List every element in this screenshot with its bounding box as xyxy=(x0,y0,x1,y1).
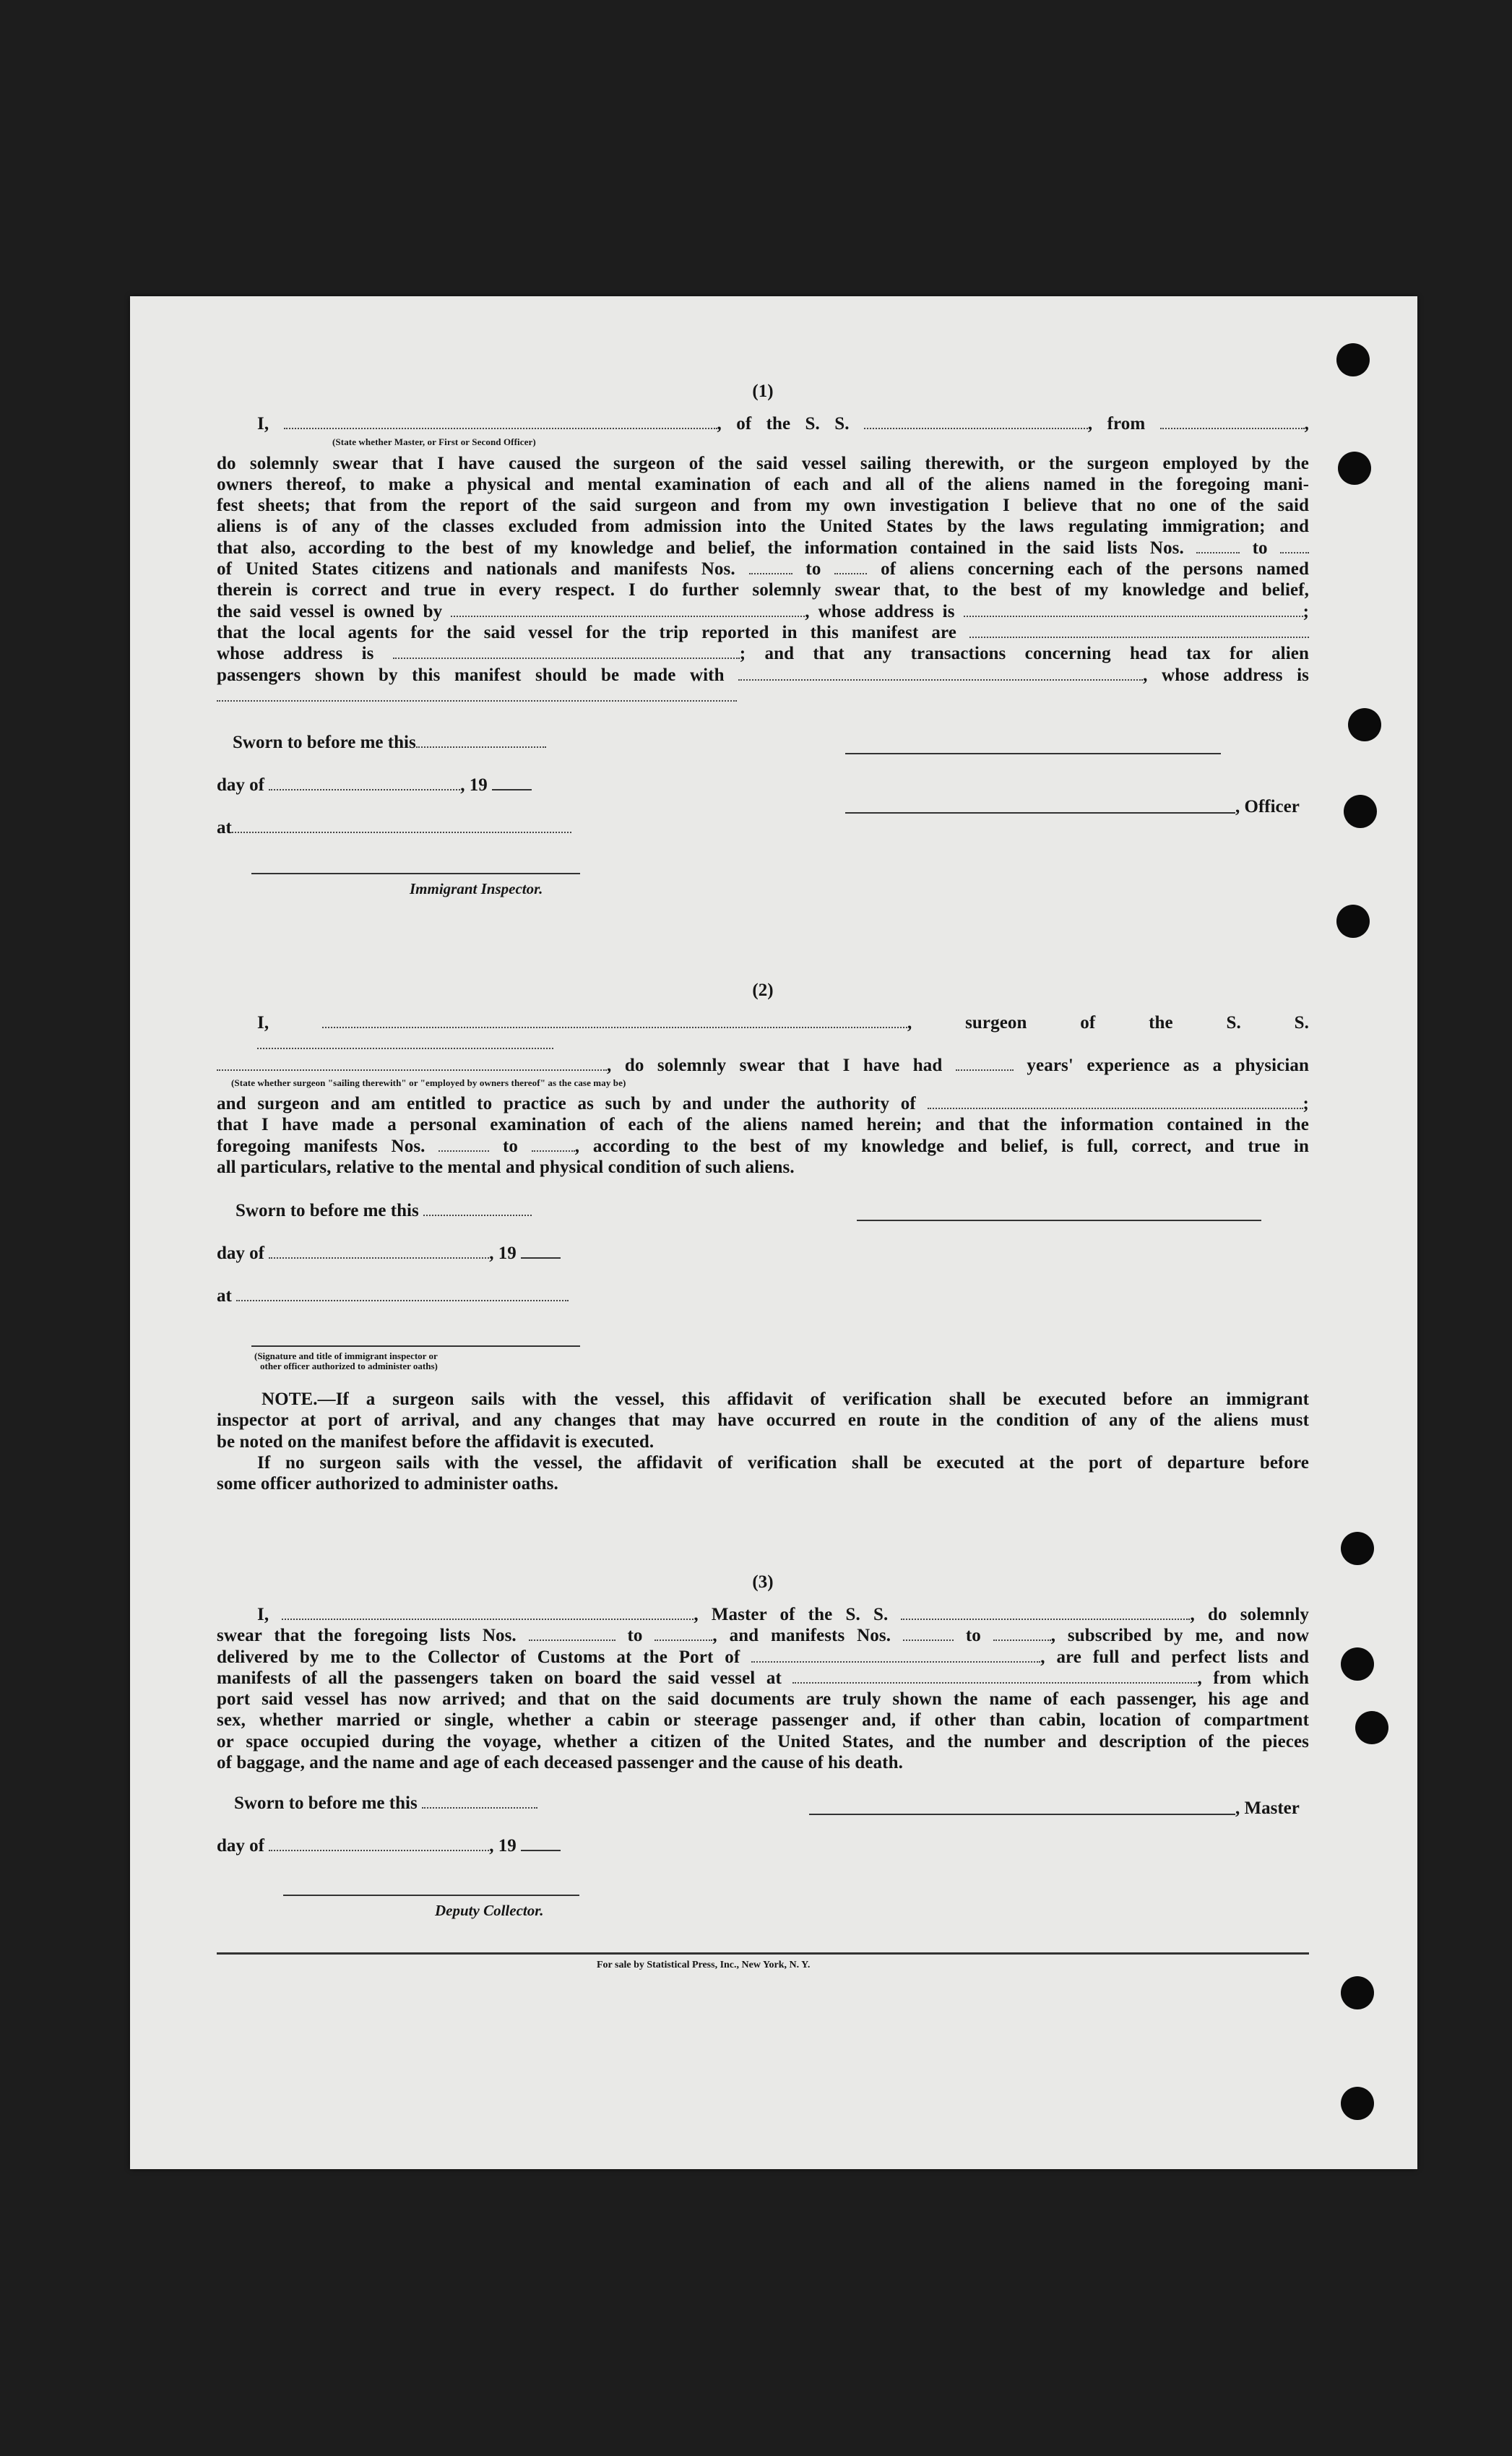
boarding-port-field[interactable] xyxy=(792,1669,1197,1684)
place-field[interactable] xyxy=(236,1287,569,1301)
section-number: (2) xyxy=(752,981,774,1000)
officer-name-field[interactable] xyxy=(284,415,717,429)
master-name-field[interactable] xyxy=(282,1606,694,1620)
surgeon-note: NOTE.—If a surgeon sails with the vessel, this affidavit of verification shall be executed before an immigrant inspector at port of arrival, and any changes that may have occurred en route in the condition of any of the aliens must be noted on the manifest before the affidavit is executed. If no surgeon sails with the vessel, the affidavit of verification shall be executed at the port of departure before some officer authorized to administer oaths. xyxy=(217,1389,1309,1494)
deputy-signature-line[interactable] xyxy=(283,1895,579,1896)
year-field[interactable] xyxy=(492,789,532,790)
section-number: (1) xyxy=(752,382,774,401)
year-field[interactable] xyxy=(521,1257,561,1259)
year-field[interactable] xyxy=(521,1850,561,1851)
manifest-to-field[interactable] xyxy=(532,1137,575,1152)
manifest-from-field[interactable] xyxy=(903,1626,954,1641)
manifest-no-from-field[interactable] xyxy=(749,560,792,574)
master-label: , Master xyxy=(1235,1798,1300,1818)
month-field[interactable] xyxy=(269,1244,489,1259)
inspector-signature-line[interactable] xyxy=(251,873,580,874)
month-field[interactable] xyxy=(269,776,460,790)
day-of-label: day of , 19 xyxy=(217,1244,561,1264)
punch-hole xyxy=(1336,343,1370,376)
local-agents-field[interactable] xyxy=(969,624,1309,638)
publisher-imprint: For sale by Statistical Press, Inc., New York, N. Y. xyxy=(597,1960,811,1970)
vessel-name-field[interactable] xyxy=(864,415,1088,429)
officer-label: , Officer xyxy=(1235,797,1300,816)
field-note: (State whether Master, or First or Second Officer) xyxy=(332,436,536,448)
sworn-date-field[interactable] xyxy=(416,733,546,748)
list-from-field[interactable] xyxy=(529,1626,615,1641)
punch-hole xyxy=(1348,708,1381,741)
list-no-to-field[interactable] xyxy=(1280,539,1309,553)
master-signature-line[interactable] xyxy=(809,1814,1235,1815)
officer-signature-line-1[interactable] xyxy=(845,753,1221,754)
surgeon-name-field[interactable] xyxy=(322,1014,907,1028)
owner-address-field[interactable] xyxy=(964,603,1303,617)
section-3: (3) I, , Master of the S. S. , do solemnly swear that the foregoing lists Nos. to , and manifests Nos. to , subscribed by me, and now delivered by me to the Collector of Customs at the Port of , are full and perfect lists and manifests of all the passengers taken on board the said vessel at , from which port said vessel has now arrived; and that on the said documents are truly shown the name of each passenger, his age and sex, whether married or single, whether a cabin or steerage passenger and, if other than cabin, location of compartment or space occupied during the voyage, whether a citizen of the United States, and the number and description of the pieces of baggage, and the name and age of each deceased passenger and the cause of his death. xyxy=(217,1572,1310,1773)
oath-line: I, , of the S. S. , from , xyxy=(257,414,1310,434)
sworn-label: Sworn to before me this xyxy=(233,733,546,753)
surgeon-status-field[interactable] xyxy=(217,1056,607,1071)
inspector-signature-line[interactable] xyxy=(251,1345,580,1347)
day-of-label: day of , 19 xyxy=(217,1836,561,1856)
agents-address-field[interactable] xyxy=(393,645,740,659)
head-tax-party-field[interactable] xyxy=(738,666,1143,681)
surgeon-vessel-field[interactable] xyxy=(257,1035,553,1049)
day-of-label: day of , 19 xyxy=(217,775,532,796)
sworn-date-field[interactable] xyxy=(423,1202,532,1216)
at-label: at xyxy=(217,1286,569,1306)
manifest-no-to-field[interactable] xyxy=(834,560,867,574)
section-2: (2) I, , surgeon of the S. S. , do solemnly swear that I have had years' experience as a physician (State whether surgeon "sailing therewith" or "employed by owners thereof" as the case may be) and surgeon and am entitled to practice as such by and under the authority of ; that I have made a personal examination of each of the aliens named herein; and that the information contained in the foregoing manifests Nos. to , according to the best of my knowledge and belief, is full, correct, and true in all particulars, relative to the mental and physical condition of such aliens. xyxy=(217,981,1310,1178)
head-tax-address-field[interactable] xyxy=(217,687,737,702)
officer-signature-line-2[interactable] xyxy=(845,812,1235,814)
punch-hole xyxy=(1336,905,1370,938)
month-field[interactable] xyxy=(269,1837,489,1851)
sworn-date-field[interactable] xyxy=(422,1794,537,1809)
surgeon-signature-line[interactable] xyxy=(857,1220,1261,1221)
punch-hole xyxy=(1341,1976,1374,2009)
punch-hole xyxy=(1344,795,1377,828)
manifest-from-field[interactable] xyxy=(439,1137,489,1152)
place-field[interactable] xyxy=(232,819,571,833)
punch-hole xyxy=(1338,452,1371,485)
at-label: at xyxy=(217,818,571,838)
punch-hole xyxy=(1341,1647,1374,1681)
punch-hole xyxy=(1355,1711,1388,1744)
departure-port-field[interactable] xyxy=(1160,415,1305,429)
footer-rule xyxy=(217,1952,1309,1955)
punch-hole xyxy=(1341,1532,1374,1565)
list-no-from-field[interactable] xyxy=(1196,539,1240,553)
section-number: (3) xyxy=(752,1572,774,1592)
owner-field[interactable] xyxy=(451,603,805,617)
form-page xyxy=(130,296,1417,2169)
sworn-label: Sworn to before me this xyxy=(236,1201,532,1221)
section-1: (1) I, , of the S. S. , from , (State whether Master, or First or Second Officer) do solemnly swear that I have caused the surgeon of the said vessel sailing therewith, or the surgeon employed by the owners thereof, to make a physical and mental examination of each and all of the aliens named in the foregoing mani- fest sheets; that from the report of the said surgeon and from my own investigation I believe that no one of the said aliens is of any of the classes excluded from admission into the United States by the laws regulating immigration; and that also, according to the best of my knowledge and belief, the information contained in the said lists Nos. to of United States citizens and nationals and manifests Nos. to of aliens concerning each of the persons named therein is correct and true in every respect. I do further solemnly swear that, to the best of my knowledge and belief, the said vessel is owned by , whose address is ; that the local agents for the said vessel for the trip reported in this manifest are whose address is ; and that any transactions concerning head tax for alien passengers shown by this manifest should be made with , whose address is xyxy=(217,382,1309,707)
manifest-to-field[interactable] xyxy=(993,1626,1051,1641)
authority-field[interactable] xyxy=(928,1095,1303,1109)
list-to-field[interactable] xyxy=(655,1626,712,1641)
years-experience-field[interactable] xyxy=(956,1056,1014,1071)
field-note: (State whether surgeon "sailing therewith" or "employed by owners thereof" as the case may be) xyxy=(231,1077,626,1088)
signature-title-note: (Signature and title of immigrant inspector or other officer authorized to administer oaths) xyxy=(254,1350,438,1371)
immigrant-inspector-label: Immigrant Inspector. xyxy=(410,880,543,897)
vessel-name-field[interactable] xyxy=(901,1606,1190,1620)
port-field[interactable] xyxy=(751,1648,1040,1663)
sworn-label: Sworn to before me this xyxy=(234,1793,537,1814)
deputy-collector-label: Deputy Collector. xyxy=(435,1902,544,1919)
punch-hole xyxy=(1341,2087,1374,2120)
